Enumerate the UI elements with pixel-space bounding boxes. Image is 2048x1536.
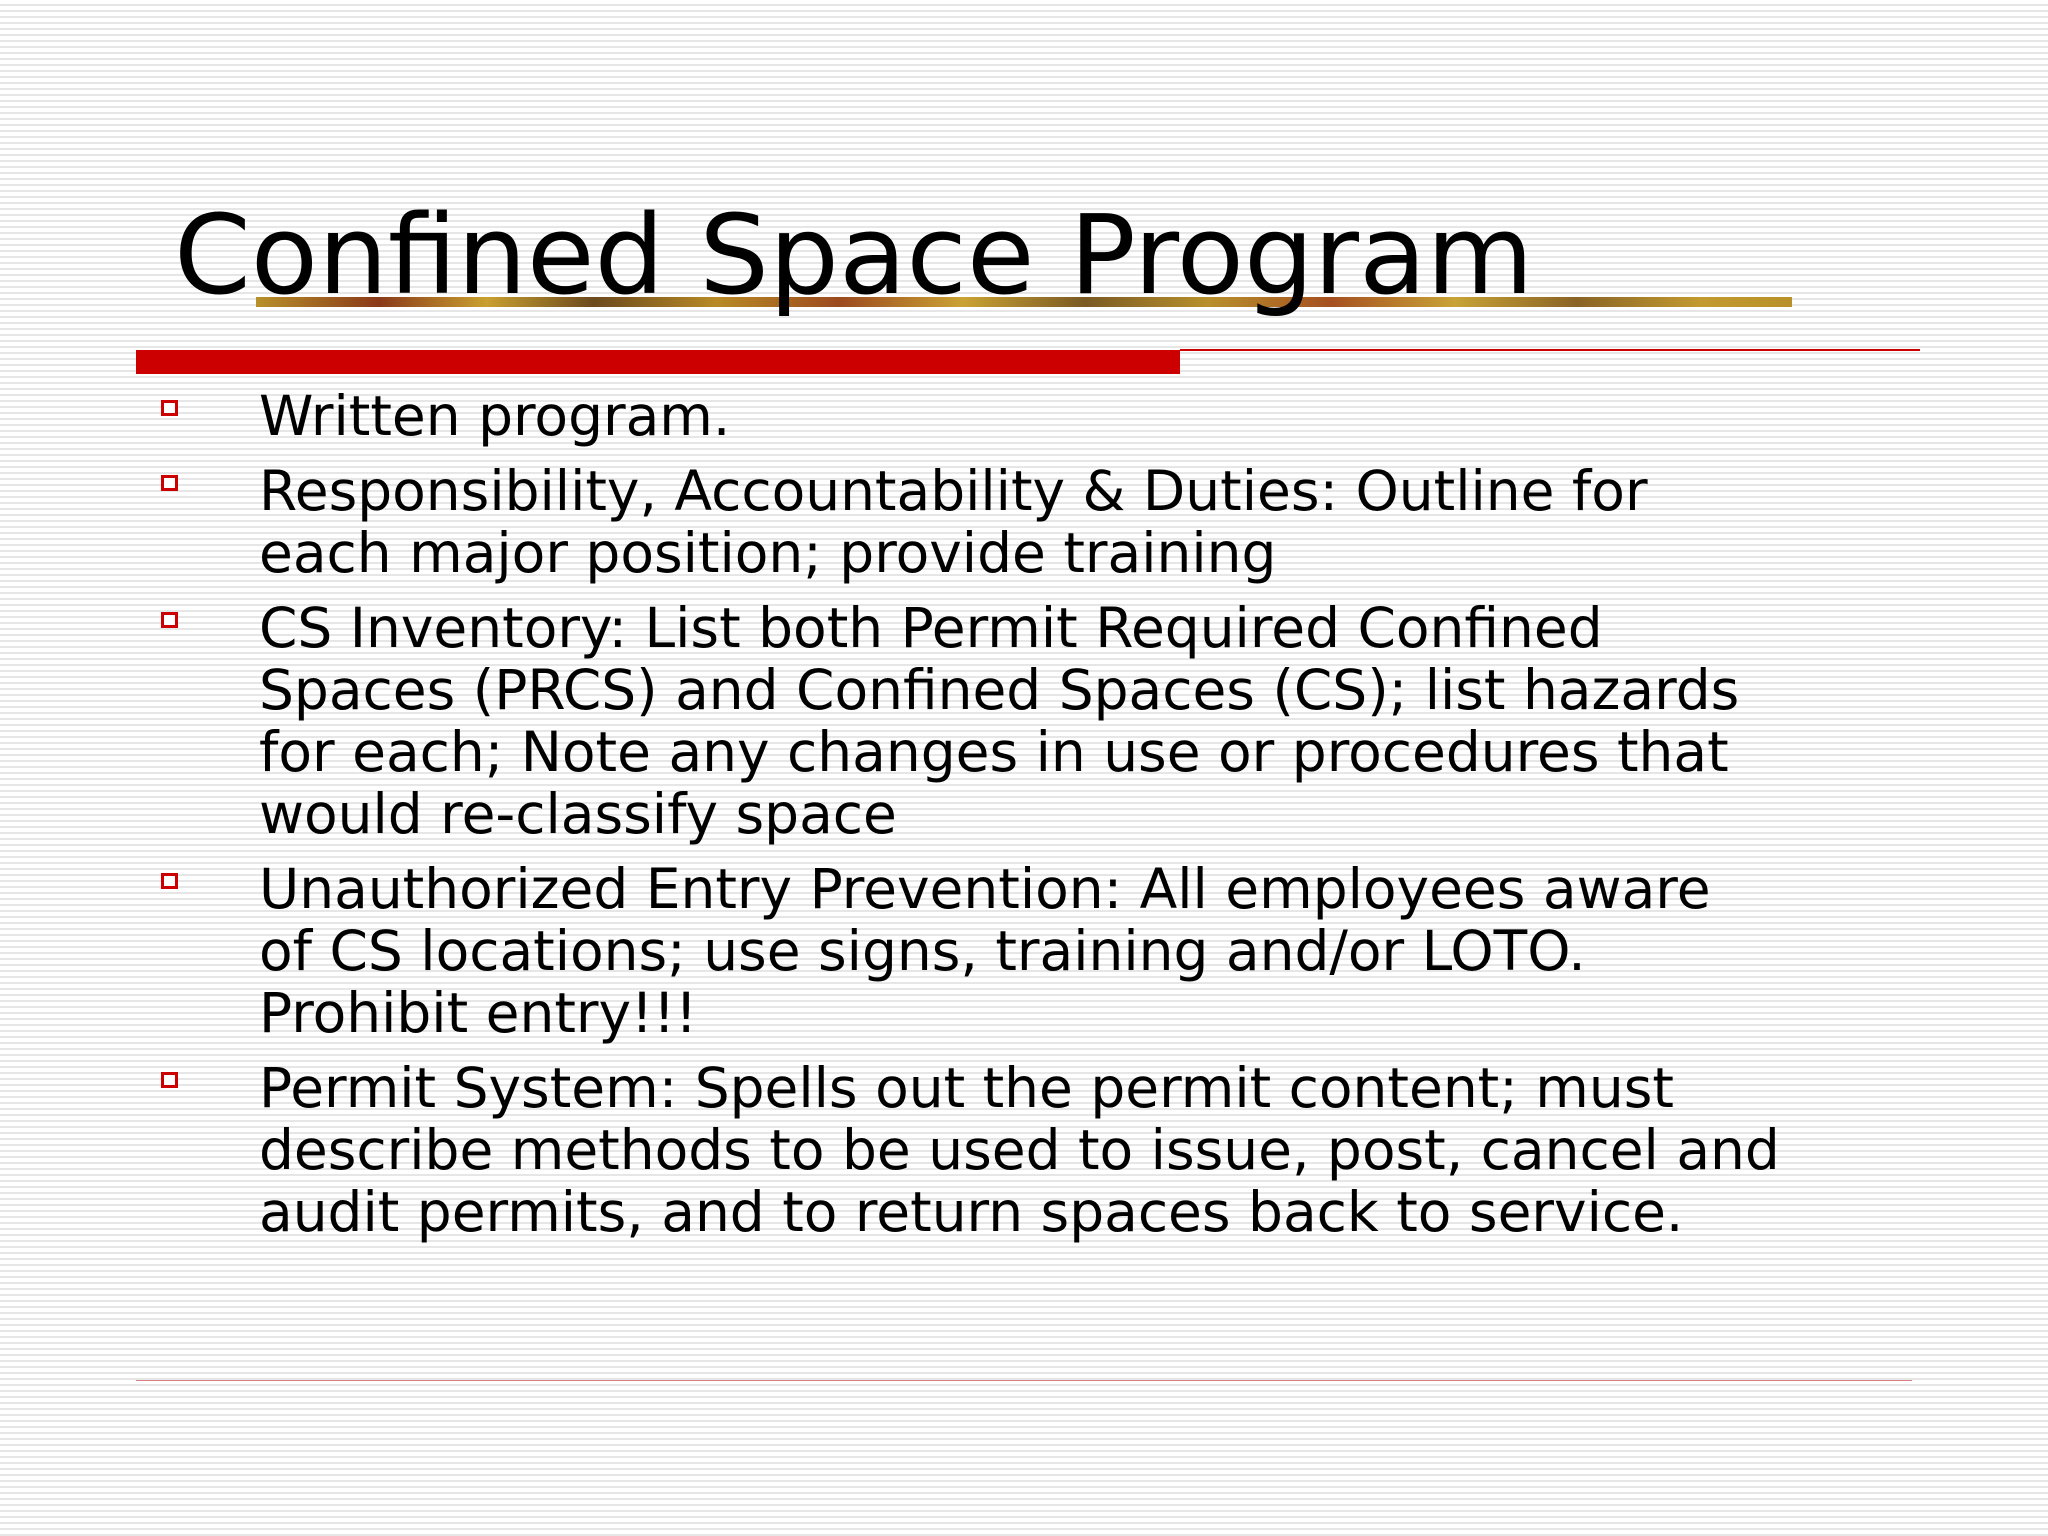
footer-divider-line	[136, 1380, 1912, 1381]
bullet-text: Unauthorized Entry Prevention: All employees aware of CS locations; use signs, training and/or LOTO. Prohibit entry!!!	[259, 857, 1711, 1045]
square-bullet-icon	[161, 612, 178, 628]
bullet-item	[160, 1057, 1880, 1243]
bullet-item	[160, 858, 1880, 1044]
bullet-item	[160, 385, 1880, 447]
bullet-text: Written program.	[259, 384, 731, 448]
bullet-item	[160, 460, 1880, 584]
accent-red-bar	[136, 350, 1180, 374]
square-bullet-icon	[161, 873, 178, 889]
square-bullet-icon	[161, 400, 178, 416]
bullet-list	[160, 385, 1880, 1256]
accent-red-line	[1180, 349, 1920, 351]
bullet-text: Responsibility, Accountability & Duties: Outline for each major position; provide training	[259, 459, 1648, 585]
bullet-item	[160, 597, 1880, 845]
slide-title: Confined Space Program	[174, 191, 1534, 319]
square-bullet-icon	[161, 1072, 178, 1088]
square-bullet-icon	[161, 475, 178, 491]
bullet-text: CS Inventory: List both Permit Required Confined Spaces (PRCS) and Confined Spaces (CS); list hazards for each; Note any changes in use or procedures that would re-classify space	[259, 596, 1740, 846]
bullet-text: Permit System: Spells out the permit content; must describe methods to be used to issue, post, cancel and audit permits, and to return spaces back to service.	[259, 1056, 1780, 1244]
